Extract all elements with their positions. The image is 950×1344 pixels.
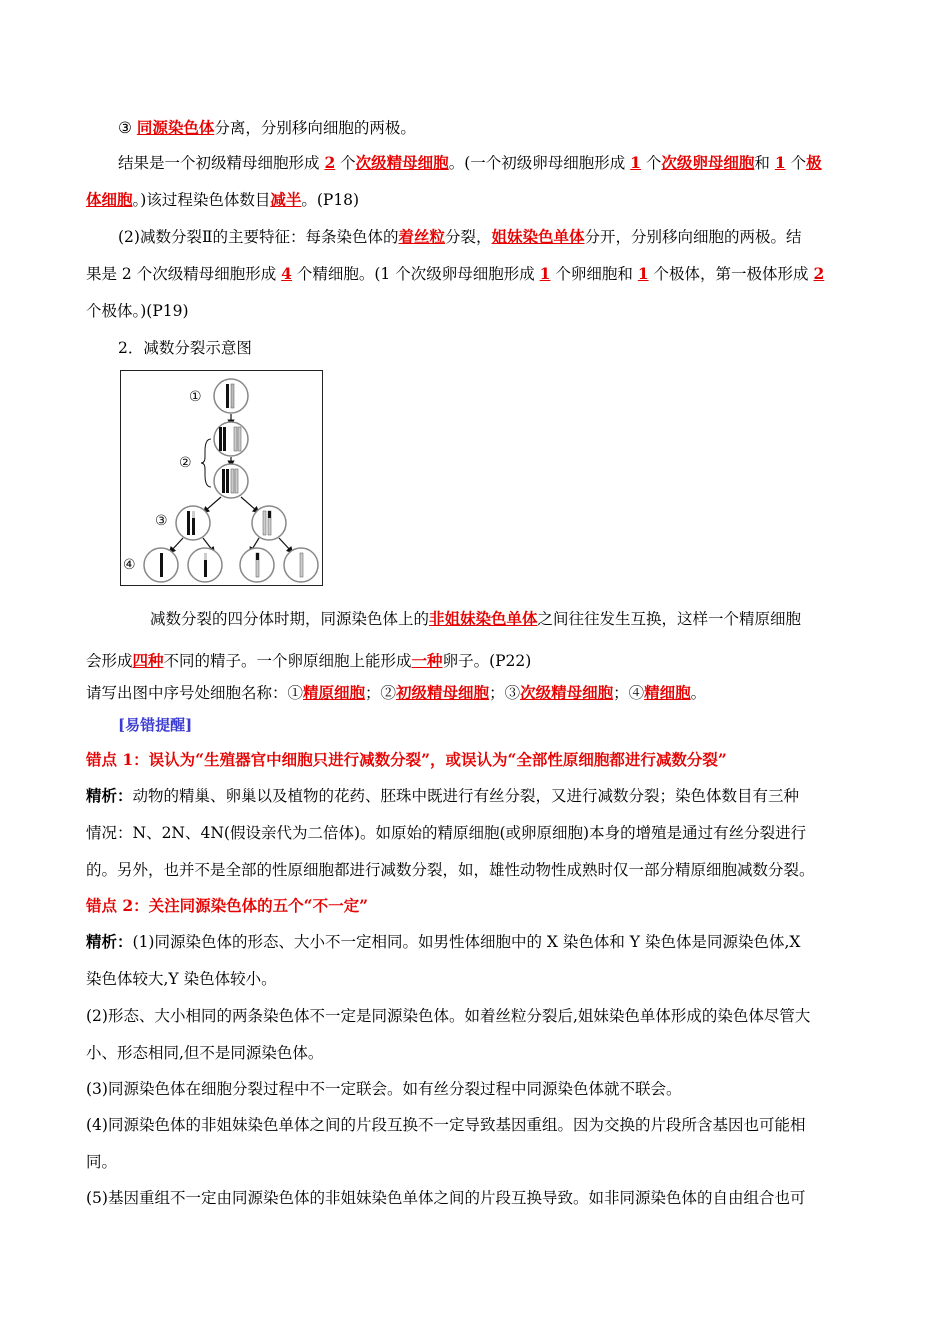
label-2: ② xyxy=(179,455,192,471)
analysis-2-line-4: 小、形态相同,但不是同源染色体。 xyxy=(86,1044,324,1062)
label-4: ④ xyxy=(123,557,136,573)
label-1: ① xyxy=(189,389,202,405)
section-title-diagram: 2．减数分裂示意图 xyxy=(118,339,252,357)
analysis-2-line-1: 精析：(1)同源染色体的形态、大小不一定相同。如男性体细胞中的 X 染色体和 Y 染色体是同源染色体,X xyxy=(86,932,801,951)
meiosis-diagram-svg xyxy=(121,371,321,584)
paragraph-meiosis-ii-3: 个极体。)(P19) xyxy=(86,302,189,320)
analysis-2-line-8: (5)基因重组不一定由同源染色体的非姐妹染色单体之间的片段互换导致。如非同源染色体的自由组合也可 xyxy=(86,1189,806,1207)
analysis-1-line-2: 情况：N、2N、4N(假设亲代为二倍体)。如原始的精原细胞(或卵原细胞)本身的增殖是通过有丝分裂进行 xyxy=(86,824,807,842)
paragraph-tetrad-2: 会形成四种不同的精子。一个卵原细胞上能形成一种卵子。(P22) xyxy=(86,651,532,670)
analysis-2-line-2: 染色体较大,Y 染色体较小。 xyxy=(86,970,277,988)
analysis-1-line-1: 精析：动物的精巢、卵巢以及植物的花药、胚珠中既进行有丝分裂，又进行减数分裂；染色体数目有三种 xyxy=(86,786,800,805)
analysis-2-line-5: (3)同源染色体在细胞分裂过程中不一定联会。如有丝分裂过程中同源染色体就不联会。 xyxy=(86,1080,682,1098)
label-3: ③ xyxy=(155,513,168,529)
analysis-2-line-6: (4)同源染色体的非姐妹染色单体之间的片段互换不一定导致基因重组。因为交换的片段所含基因也可能相 xyxy=(86,1116,806,1134)
paragraph-tetrad-1: 减数分裂的四分体时期，同源染色体上的非姐妹染色单体之间往往发生互换，这样一个精原细胞 xyxy=(150,609,802,628)
paragraph-result-1: 结果是一个初级精母细胞形成 2 个次级精母细胞。(一个初级卵母细胞形成 1 个次级卵母细胞和 1 个极 xyxy=(118,153,822,172)
paragraph-meiosis-ii-2: 果是 2 个次级精母细胞形成 4 个精细胞。(1 个次级卵母细胞形成 1 个卵细胞和 1 个极体，第一极体形成 2 xyxy=(86,264,825,283)
section-heading-error-tips: [易错提醒] xyxy=(118,716,193,734)
analysis-2-line-3: (2)形态、大小相同的两条染色体不一定是同源染色体。如着丝粒分裂后,姐妹染色单体形成的染色体尽管大 xyxy=(86,1007,811,1025)
paragraph-result-2: 体细胞。)该过程染色体数目减半。(P18) xyxy=(86,190,360,209)
paragraph-meiosis-ii-1: (2)减数分裂Ⅱ的主要特征：每条染色体的着丝粒分裂，姐妹染色单体分开，分别移向细胞的两极。结 xyxy=(118,227,802,246)
error-point-1-title: 错点 1：误认为“生殖器官中细胞只进行减数分裂”，或误认为“全部性原细胞都进行减数分裂” xyxy=(86,750,727,769)
paragraph-homolog-separation: ③ 同源染色体分离，分别移向细胞的两极。 xyxy=(118,118,416,137)
brace xyxy=(201,439,211,487)
analysis-2-line-7: 同。 xyxy=(86,1153,118,1171)
meiosis-diagram xyxy=(120,370,323,586)
error-point-2-title: 错点 2：关注同源染色体的五个“不一定” xyxy=(86,896,369,915)
analysis-1-line-3: 的。另外，也并不是全部的性原细胞都进行减数分裂，如，雄性动物性成熟时仅一部分精原细胞减数分裂。 xyxy=(86,861,815,879)
paragraph-cell-names: 请写出图中序号处细胞名称：①精原细胞；②初级精母细胞；③次级精母细胞；④精细胞。 xyxy=(86,683,707,702)
